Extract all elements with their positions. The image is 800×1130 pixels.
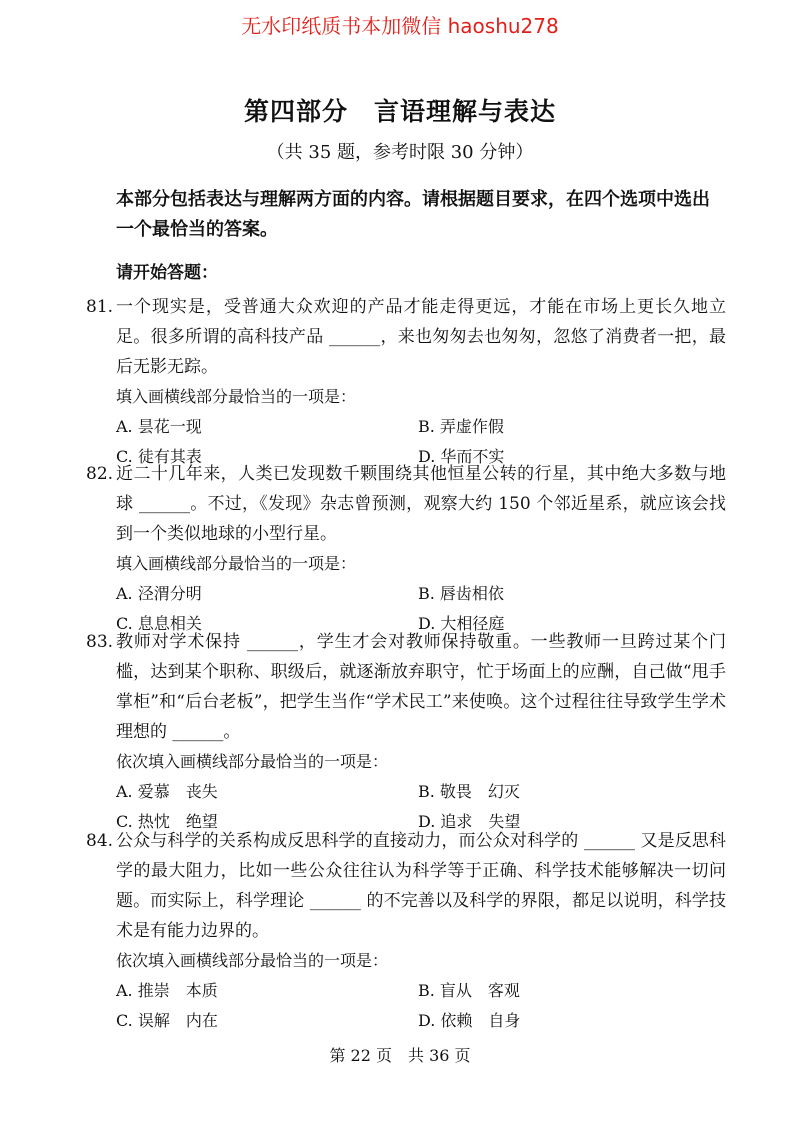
- question-prompt: 依次填入画横线部分最恰当的一项是：: [116, 752, 389, 771]
- question-prompt: 依次填入画横线部分最恰当的一项是：: [116, 951, 389, 970]
- option-b: B. 弄虚作假: [418, 417, 504, 436]
- option-a: A. 昙花一现: [116, 417, 202, 436]
- question-prompt: 填入画横线部分最恰当的一项是：: [116, 387, 357, 406]
- question-84: [86, 826, 726, 1036]
- options-group: [116, 976, 726, 1036]
- section-intro: 本部分包括表达与理解两方面的内容。请根据题目要求，在四个选项中选出一个最恰当的答案。: [116, 189, 710, 240]
- page-footer: 第 22 页 共 36 页: [329, 1046, 471, 1065]
- question-number: 83.: [86, 632, 114, 652]
- question-stem: 公众与科学的关系构成反思科学的直接动力，而公众对科学的 ______ 又是反思科学的最大阻力，比如一些公众往往认为科学等于正确、科学技术能够解决一切问题。而实际上，科学理论 ______ 的不完善以及科学的界限，都足以说明，科学技术是有能力边界的。: [116, 831, 726, 941]
- section-subtitle: （共 35 题，参考时限 30 分钟）: [266, 142, 534, 163]
- question-stem: 一个现实是，受普通大众欢迎的产品才能走得更远，才能在市场上更长久地立足。很多所谓的高科技产品 ______，来也匆匆去也匆匆，忽悠了消费者一把，最后无影无踪。: [116, 297, 726, 377]
- question-number: 81.: [86, 297, 114, 317]
- option-b: B. 盲从 客观: [418, 981, 520, 1000]
- option-b: B. 唇齿相依: [418, 584, 504, 603]
- option-d: D. 大相径庭: [418, 614, 505, 633]
- question-prompt: 填入画横线部分最恰当的一项是：: [116, 554, 357, 573]
- option-d: D. 华而不实: [418, 447, 505, 466]
- option-d: D. 依赖 自身: [418, 1011, 521, 1030]
- option-a: A. 推崇 本质: [116, 981, 218, 1000]
- option-c: C. 误解 内在: [116, 1011, 218, 1030]
- question-number: 82.: [86, 464, 114, 484]
- option-c: C. 徒有其表: [116, 447, 202, 466]
- question-83: [86, 627, 726, 837]
- option-b: B. 敬畏 幻灭: [418, 782, 520, 801]
- option-a: A. 泾渭分明: [116, 584, 202, 603]
- section-title: 第四部分 言语理解与表达: [243, 97, 556, 126]
- question-82: [86, 459, 726, 639]
- question-81: [86, 292, 726, 472]
- option-a: A. 爱慕 丧失: [116, 782, 218, 801]
- option-c: C. 热忱 绝望: [116, 812, 218, 831]
- begin-label: 请开始答题：: [116, 263, 218, 283]
- question-stem: 近二十几年来，人类已发现数千颗围绕其他恒星公转的行星，其中绝大多数与地球 ______。不过，《发现》杂志曾预测，观察大约 150 个邻近星系，就应该会找到一个类似地球的小型行星。: [116, 464, 726, 544]
- question-number: 84.: [86, 831, 114, 851]
- option-d: D. 追求 失望: [418, 812, 521, 831]
- watermark-text: 无水印纸质书本加微信 haoshu278: [241, 14, 559, 38]
- question-stem: 教师对学术保持 ______，学生才会对教师保持敬重。一些教师一旦跨过某个门槛，达到某个职称、职级后，就逐渐放弃职守，忙于场面上的应酬，自己做“甩手掌柜”和“后台老板”，把学生当作“学术民工”来使唤。这个过程往往导致学生学术理想的 ______。: [116, 632, 726, 742]
- option-c: C. 息息相关: [116, 614, 202, 633]
